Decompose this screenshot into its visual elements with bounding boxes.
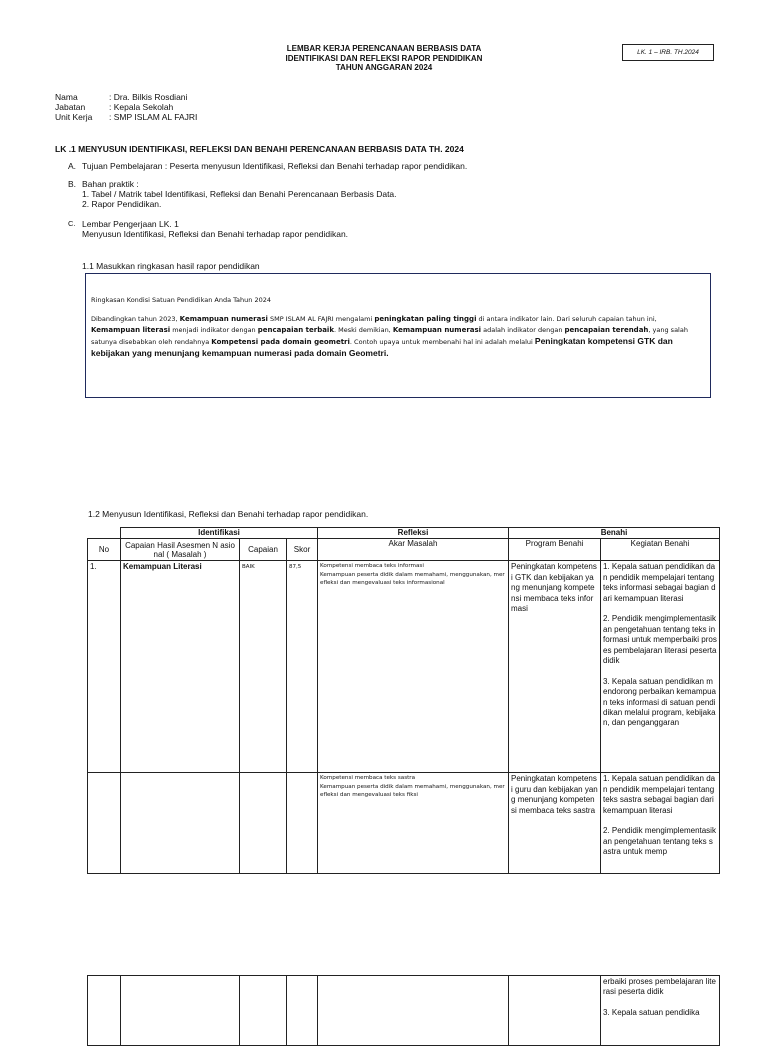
akar-masalah-body: Kemampuan peserta didik dalam memahami, menggunakan, merefleksi dan mengevaluasi teks informasional	[320, 571, 505, 586]
kegiatan-item: 1. Kepala satuan pendidikan dan pendidik mempelajari tentang teks sastra sebagai bagian dari kemampuan literasi	[603, 774, 716, 815]
identity-position	[55, 102, 173, 113]
kegiatan-item: 3. Kepala satuan pendidikan mendorong perbaikan kemampuan teks informasi di satuan pendidikan melalui program, kebijakan, dan penganggaran	[603, 676, 716, 728]
row-kegiatan-benahi	[601, 561, 720, 773]
summary-highlight: Kemampuan numerasi	[179, 315, 268, 323]
row-akar-masalah	[318, 773, 509, 874]
kegiatan-item: 3. Kepala satuan pendidika	[603, 1008, 700, 1018]
akar-masalah-body: Kemampuan peserta didik dalam memahami, menggunakan, merefleksi dan mengevaluasi teks fiksi	[320, 783, 505, 798]
row-skor	[287, 976, 318, 1046]
section-a-marker: A.	[68, 161, 77, 171]
document-code-box: LK. 1 – IRB. TH.2024	[622, 44, 714, 61]
row-akar-masalah	[318, 976, 509, 1046]
summary-text-segment: adalah indikator dengan	[481, 326, 565, 334]
column-header-capaian-hasil: Capaian Hasil Asesmen N asional ( Masalah )	[121, 539, 240, 561]
group-header-identifikasi: Identifikasi	[121, 528, 318, 539]
kegiatan-item: 1. Kepala satuan pendidikan dan pendidik mempelajari tentang teks informasi sebagai bagian dari kemampuan literasi	[603, 562, 716, 603]
irb-table	[87, 527, 720, 874]
column-header-program-benahi: Program Benahi	[509, 539, 601, 561]
identity-name	[55, 92, 187, 103]
section-c-text	[82, 219, 348, 239]
summary-recommendation: Peningkatan kompetensi GTK dan kebijakan yang menunjang kemampuan numerasi pada domain Geometri.	[91, 336, 673, 358]
table-row	[88, 561, 720, 773]
kegiatan-item: erbaiki proses pembelajaran literasi peserta didik	[603, 977, 716, 997]
group-header-refleksi: Refleksi	[318, 528, 509, 539]
summary-highlight: pencapaian terendah	[564, 326, 649, 334]
section-b-title: Bahan praktik :	[82, 179, 139, 189]
row-program-benahi: Peningkatan kompetensi GTK dan kebijakan yang menunjang kompetensi membaca teks informasi	[509, 561, 601, 773]
row-skor: 87,5	[287, 561, 318, 773]
summary-text	[91, 314, 703, 360]
summary-text-segment: menjadi indikator dengan	[170, 326, 258, 334]
title-line-1: LEMBAR KERJA PERENCANAAN BERBASIS DATA	[286, 44, 482, 53]
row-number	[88, 976, 121, 1046]
identity-position-value: : Kepala Sekolah	[109, 102, 174, 112]
row-kegiatan-benahi	[601, 976, 720, 1046]
identity-name-value: : Dra. Bilkis Rosdiani	[109, 92, 188, 102]
column-header-akar-masalah: Akar Masalah	[318, 539, 509, 561]
section-b-marker: B.	[68, 179, 77, 189]
section-c-subtitle: Menyusun Identifikasi, Refleksi dan Benahi terhadap rapor pendidikan.	[82, 229, 349, 239]
identity-unit-value: : SMP ISLAM AL FAJRI	[109, 112, 198, 122]
section-c-title: Lembar Pengerjaan LK. 1	[82, 219, 179, 229]
group-header-benahi: Benahi	[509, 528, 720, 539]
section-b-item-1: 1. Tabel / Matrik tabel Identifikasi, Refleksi dan Benahi Perencanaan Berbasis Data.	[82, 189, 397, 199]
summary-box	[85, 273, 711, 398]
row-kegiatan-benahi	[601, 773, 720, 874]
row-number	[88, 773, 121, 874]
row-masalah: Kemampuan Literasi	[121, 561, 240, 773]
row-masalah	[121, 773, 240, 874]
summary-text-segment: Dibandingkan tahun 2023,	[91, 315, 180, 323]
row-capaian	[240, 773, 287, 874]
column-header-skor: Skor	[287, 539, 318, 561]
column-header-capaian: Capaian	[240, 539, 287, 561]
row-program-benahi: Peningkatan kompetensi guru dan kebijakan yang menunjang kompetensi membaca teks sastra	[509, 773, 601, 874]
section-1-1-label: 1.1 Masukkan ringkasan hasil rapor pendidikan	[82, 261, 260, 271]
section-heading: LK .1 MENYUSUN IDENTIFIKASI, REFLEKSI DAN BENAHI PERENCANAAN BERBASIS DATA TH. 2024	[55, 144, 464, 154]
summary-highlight: peningkatan paling tinggi	[374, 315, 477, 323]
irb-table-continuation	[87, 975, 720, 1046]
akar-masalah-title: Kompetensi membaca teks sastra	[320, 775, 416, 782]
summary-text-segment: . Contoh upaya untuk membenahi hal ini adalah melalui	[349, 338, 535, 346]
section-b-text	[82, 179, 397, 209]
header-empty-cell	[88, 528, 121, 539]
identity-unit-label: Unit Kerja	[55, 112, 93, 122]
summary-highlight: Kemampuan numerasi	[392, 326, 482, 334]
row-skor	[287, 773, 318, 874]
summary-highlight: pencapaian terbaik	[257, 326, 334, 334]
row-number: 1.	[88, 561, 121, 773]
row-masalah	[121, 976, 240, 1046]
summary-text-segment: di antara indikator lain. Dari seluruh capaian tahun ini,	[476, 315, 657, 323]
title-line-2: IDENTIFIKASI DAN REFLEKSI RAPOR PENDIDIKAN	[285, 53, 483, 63]
kegiatan-item: 2. Pendidik mengimplementasikan pengetahuan tentang teks sastra untuk memp	[603, 826, 716, 857]
identity-position-label: Jabatan	[55, 102, 86, 112]
section-a-text: Tujuan Pembelajaran : Peserta menyusun Identifikasi, Refleksi dan Benahi terhadap rapor pendidikan.	[82, 161, 468, 171]
identity-name-label: Nama	[55, 92, 78, 102]
row-program-benahi	[509, 976, 601, 1046]
row-capaian: BAIK	[240, 561, 287, 773]
column-header-kegiatan-benahi: Kegiatan Benahi	[601, 539, 720, 561]
kegiatan-item: 2. Pendidik mengimplementasikan pengetahuan tentang teks informasi untuk memperbaiki proses pembelajaran literasi peserta didik	[603, 614, 717, 666]
section-c-marker: C.	[68, 219, 76, 228]
table-row	[88, 976, 720, 1046]
title-line-3: TAHUN ANGGARAN 2024	[335, 63, 433, 72]
section-1-2-label: 1.2 Menyusun Identifikasi, Refleksi dan Benahi terhadap rapor pendidikan.	[88, 509, 369, 519]
summary-highlight: Kemampuan literasi	[91, 326, 171, 334]
row-akar-masalah	[318, 561, 509, 773]
identity-unit	[55, 112, 197, 123]
column-header-no: No	[88, 539, 121, 561]
akar-masalah-title: Kompetensi membaca teks informasi	[320, 563, 424, 570]
summary-text-segment: SMP ISLAM AL FAJRI mengalami	[267, 315, 375, 323]
section-b-item-2: 2. Rapor Pendidikan.	[82, 199, 162, 209]
summary-highlight: Kompetensi pada domain geometri	[211, 338, 350, 346]
summary-caption: Ringkasan Kondisi Satuan Pendidikan Anda Tahun 2024	[91, 296, 272, 304]
table-row	[88, 773, 720, 874]
summary-text-segment: , yang salah satunya disebabkan oleh rendahnya	[91, 326, 688, 346]
row-capaian	[240, 976, 287, 1046]
summary-text-segment: . Meski demikian,	[333, 326, 393, 334]
